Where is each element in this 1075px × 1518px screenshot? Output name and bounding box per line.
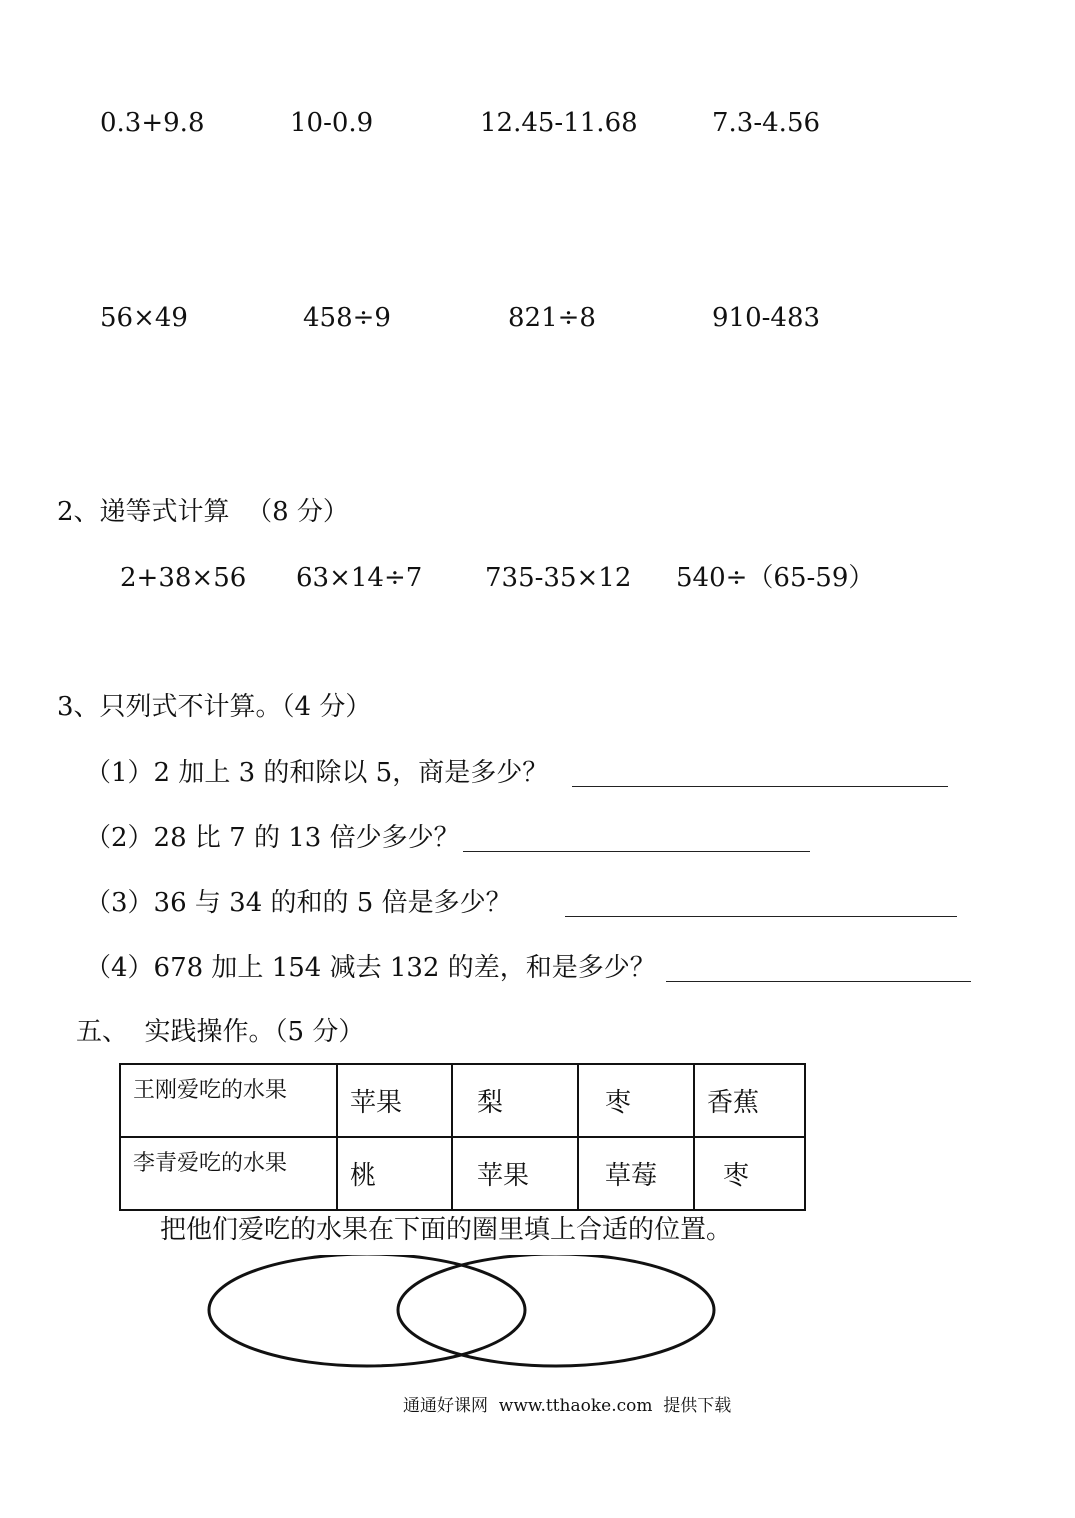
answer-blank[interactable] [666,959,971,982]
calc-item: 10-0.9 [290,108,374,138]
venn-circle-right [398,1255,714,1366]
venn-diagram[interactable] [200,1255,725,1375]
table-cell: 李青爱吃的水果 [120,1137,337,1210]
question-text: （2）28 比 7 的 13 倍少多少？ [85,823,460,853]
table-cell: 王刚爱吃的水果 [120,1064,337,1137]
calc-item: 0.3+9.8 [100,108,205,138]
calc-item: 540÷（65-59） [676,563,875,593]
calc-item: 458÷9 [303,303,391,333]
calc-item: 12.45-11.68 [480,108,638,138]
calc-item: 7.3-4.56 [712,108,821,138]
footer-text: 通通好课网 www.tthaoke.com 提供下载 [403,1396,732,1416]
fruit-table [119,1063,806,1211]
table-cell: 香蕉 [694,1064,805,1137]
instruction-text: 把他们爱吃的水果在下面的圈里填上合适的位置。 [160,1215,733,1245]
question-text: （3）36 与 34 的和的 5 倍是多少？ [85,888,512,918]
table-row [120,1137,805,1210]
question-text: （1）2 加上 3 的和除以 5，商是多少？ [85,758,549,788]
calc-item: 56×49 [100,303,188,333]
calc-item: 2+38×56 [120,563,247,593]
venn-circle-left [209,1255,525,1366]
table-cell: 梨 [452,1064,578,1137]
table-cell: 桃 [337,1137,452,1210]
answer-blank[interactable] [572,764,948,787]
calc-item: 735-35×12 [485,563,632,593]
table-cell: 枣 [694,1137,805,1210]
table-cell: 草莓 [578,1137,694,1210]
calc-item: 910-483 [712,303,821,333]
section-title: 3、只列式不计算。（4 分） [57,692,372,722]
table-cell: 苹果 [337,1064,452,1137]
calc-item: 821÷8 [508,303,596,333]
answer-blank[interactable] [565,894,957,917]
answer-blank[interactable] [463,829,810,852]
table-cell: 枣 [578,1064,694,1137]
section-title: 五、 实践操作。（5 分） [76,1017,365,1047]
question-text: （4）678 加上 154 减去 132 的差，和是多少？ [85,953,656,983]
section-title: 2、递等式计算 （8 分） [57,497,349,527]
table-cell: 苹果 [452,1137,578,1210]
calc-item: 63×14÷7 [296,563,423,593]
table-row [120,1064,805,1137]
